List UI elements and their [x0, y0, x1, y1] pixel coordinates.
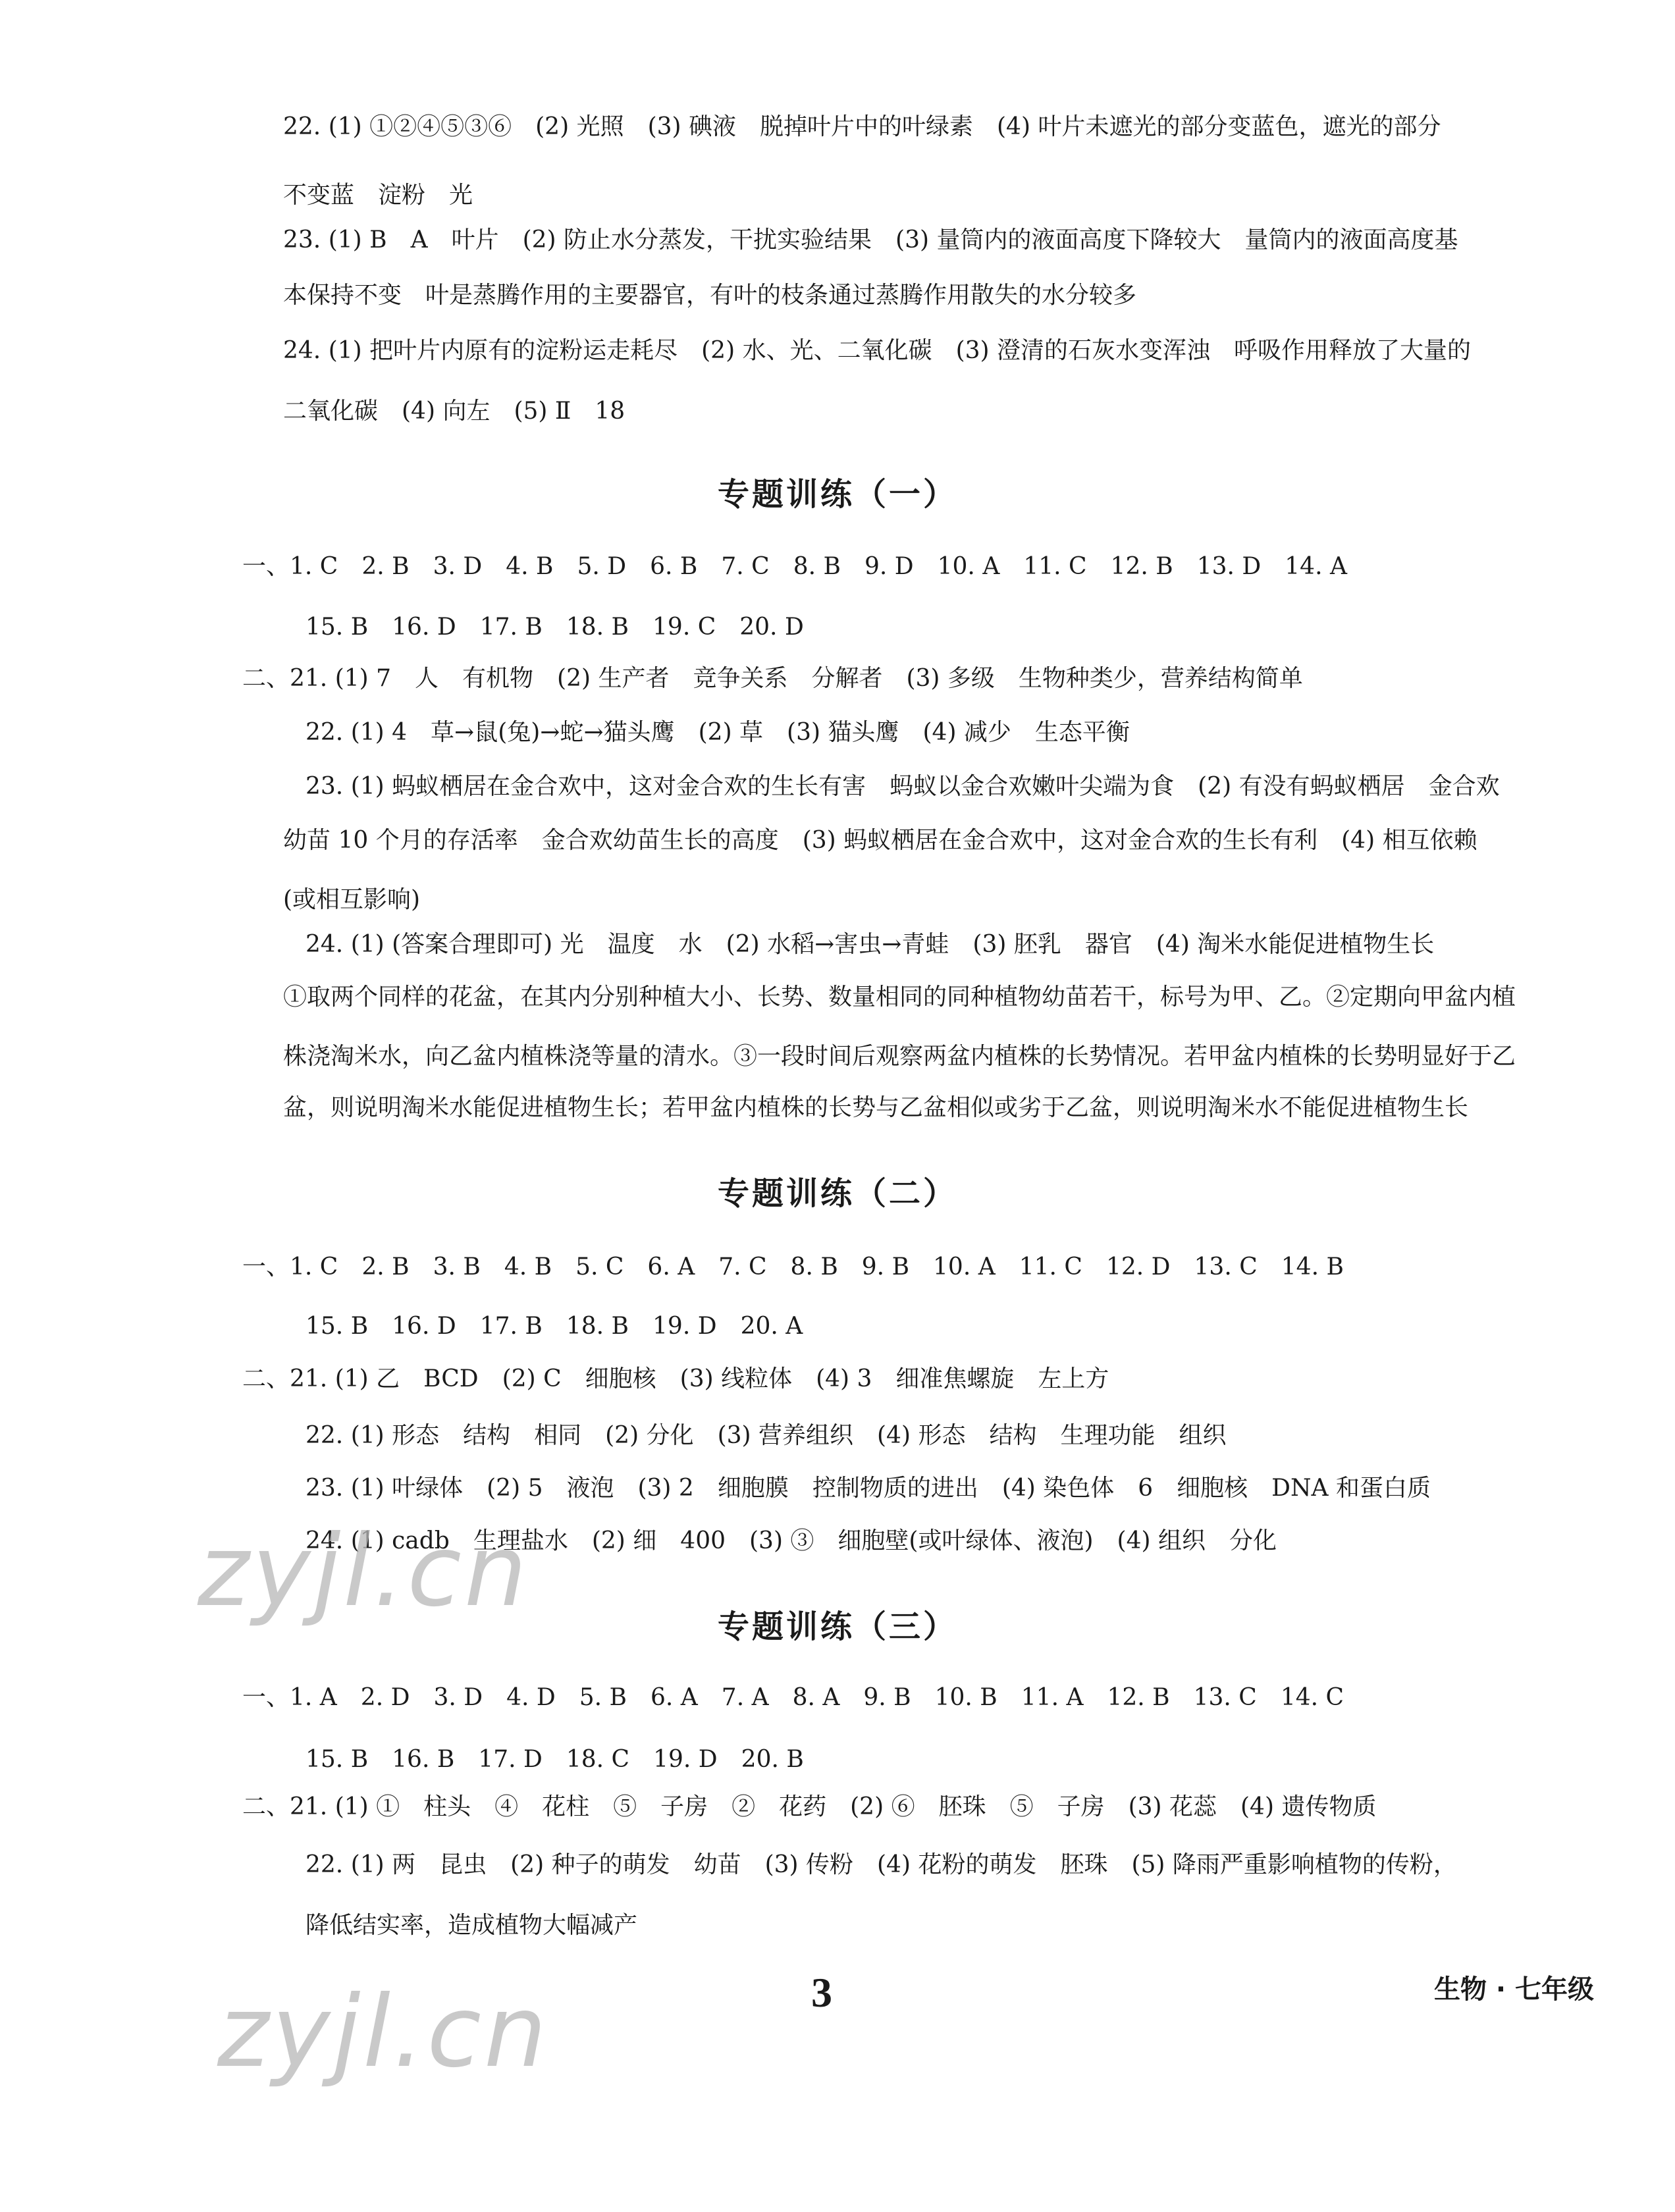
answer-24-line1: 24. (1) 把叶片内原有的淀粉运走耗尽 (2) 水、光、二氧化碳 (3) 澄清的石灰水变浑浊 呼吸作用释放了大量的: [283, 337, 1472, 364]
answer-21: 二、21. (1) ① 柱头 ④ 花柱 ⑤ 子房 ② 花药 (2) ⑥ 胚珠 ⑤ 子房 (3) 花蕊 (4) 遗传物质: [242, 1793, 1377, 1820]
answer-24-line4: 盆，则说明淘米水能促进植物生长；若甲盆内植株的长势与乙盆相似或劣于乙盆，则说明淘米水不能促进植物生长: [283, 1094, 1469, 1121]
answer-23-line3: (或相互影响): [283, 886, 421, 913]
answer-22-line2: 降低结实率，造成植物大幅减产: [306, 1912, 638, 1939]
answer-24-line2: 二氧化碳 (4) 向左 (5) Ⅱ 18: [283, 398, 625, 425]
answer-21: 二、21. (1) 7 人 有机物 (2) 生产者 竞争关系 分解者 (3) 多级 生物种类少，营养结构简单: [242, 665, 1303, 692]
section-title-1: 专题训练（一）: [717, 476, 957, 513]
footer-subject: 生物 · 七年级: [1434, 1974, 1595, 2005]
answer-24-line1: 24. (1) (答案合理即可) 光 温度 水 (2) 水稻→害虫→青蛙 (3) 胚乳 器官 (4) 淘米水能促进植物生长: [306, 931, 1435, 958]
answer-24-line2: ①取两个同样的花盆，在其内分别种植大小、长势、数量相同的同种植物幼苗若干，标号为甲、乙。②定期向甲盆内植: [283, 984, 1516, 1011]
mc-row-2: 15. B 16. D 17. B 18. B 19. D 20. A: [306, 1313, 803, 1340]
answer-23-line1: 23. (1) B A 叶片 (2) 防止水分蒸发，干扰实验结果 (3) 量筒内的液面高度下降较大 量筒内的液面高度基: [283, 226, 1458, 253]
mc-row-2: 15. B 16. D 17. B 18. B 19. C 20. D: [306, 614, 804, 641]
mc-row-2: 15. B 16. B 17. D 18. C 19. D 20. B: [306, 1746, 804, 1773]
answer-23: 23. (1) 叶绿体 (2) 5 液泡 (3) 2 细胞膜 控制物质的进出 (4) 染色体 6 细胞核 DNA 和蛋白质: [306, 1475, 1431, 1502]
answer-22: 22. (1) 4 草→鼠(兔)→蛇→猫头鹰 (2) 草 (3) 猫头鹰 (4) 减少 生态平衡: [306, 719, 1130, 746]
mc-row-1: 一、1. C 2. B 3. D 4. B 5. D 6. B 7. C 8. B 9. D 10. A 11. C 12. B 13. D 14. A: [242, 553, 1347, 580]
watermark-logo: zyjl.cn: [198, 1514, 530, 1629]
answer-24-line3: 株浇淘米水，向乙盆内植株浇等量的清水。③一段时间后观察两盆内植株的长势情况。若甲盆内植株的长势明显好于乙: [283, 1043, 1516, 1070]
answer-23-line1: 23. (1) 蚂蚁栖居在金合欢中，这对金合欢的生长有害 蚂蚁以金合欢嫩叶尖端为食 (2) 有没有蚂蚁栖居 金合欢: [306, 773, 1500, 800]
watermark-logo: zyjl.cn: [217, 1975, 550, 2090]
answer-22-line1: 22. (1) ①②④⑤③⑥ (2) 光照 (3) 碘液 脱掉叶片中的叶绿素 (4) 叶片未遮光的部分变蓝色，遮光的部分: [283, 113, 1441, 140]
mc-row-1: 一、1. A 2. D 3. D 4. D 5. B 6. A 7. A 8. A 9. B 10. B 11. A 12. B 13. C 14. C: [242, 1684, 1344, 1711]
section-title-3: 专题训练（三）: [717, 1608, 957, 1645]
section-title-2: 专题训练（二）: [717, 1175, 957, 1212]
page-number: 3: [811, 1969, 832, 2016]
answer-22-line1: 22. (1) 两 昆虫 (2) 种子的萌发 幼苗 (3) 传粉 (4) 花粉的萌发 胚珠 (5) 降雨严重影响植物的传粉，: [306, 1851, 1457, 1878]
answer-22-line2: 不变蓝 淀粉 光: [283, 182, 473, 209]
answer-22: 22. (1) 形态 结构 相同 (2) 分化 (3) 营养组织 (4) 形态 结构 生理功能 组织: [306, 1422, 1227, 1449]
mc-row-1: 一、1. C 2. B 3. B 4. B 5. C 6. A 7. C 8. B 9. B 10. A 11. C 12. D 13. C 14. B: [242, 1253, 1344, 1280]
answer-24: 24. (1) cadb 生理盐水 (2) 细 400 (3) ③ 细胞壁(或叶绿体、液泡) (4) 组织 分化: [306, 1527, 1277, 1554]
answer-23-line2: 幼苗 10 个月的存活率 金合欢幼苗生长的高度 (3) 蚂蚁栖居在金合欢中，这对金合欢的生长有利 (4) 相互依赖: [283, 827, 1477, 854]
answer-21: 二、21. (1) 乙 BCD (2) C 细胞核 (3) 线粒体 (4) 3 细准焦螺旋 左上方: [242, 1365, 1109, 1392]
answer-23-line2: 本保持不变 叶是蒸腾作用的主要器官，有叶的枝条通过蒸腾作用散失的水分较多: [283, 282, 1137, 309]
